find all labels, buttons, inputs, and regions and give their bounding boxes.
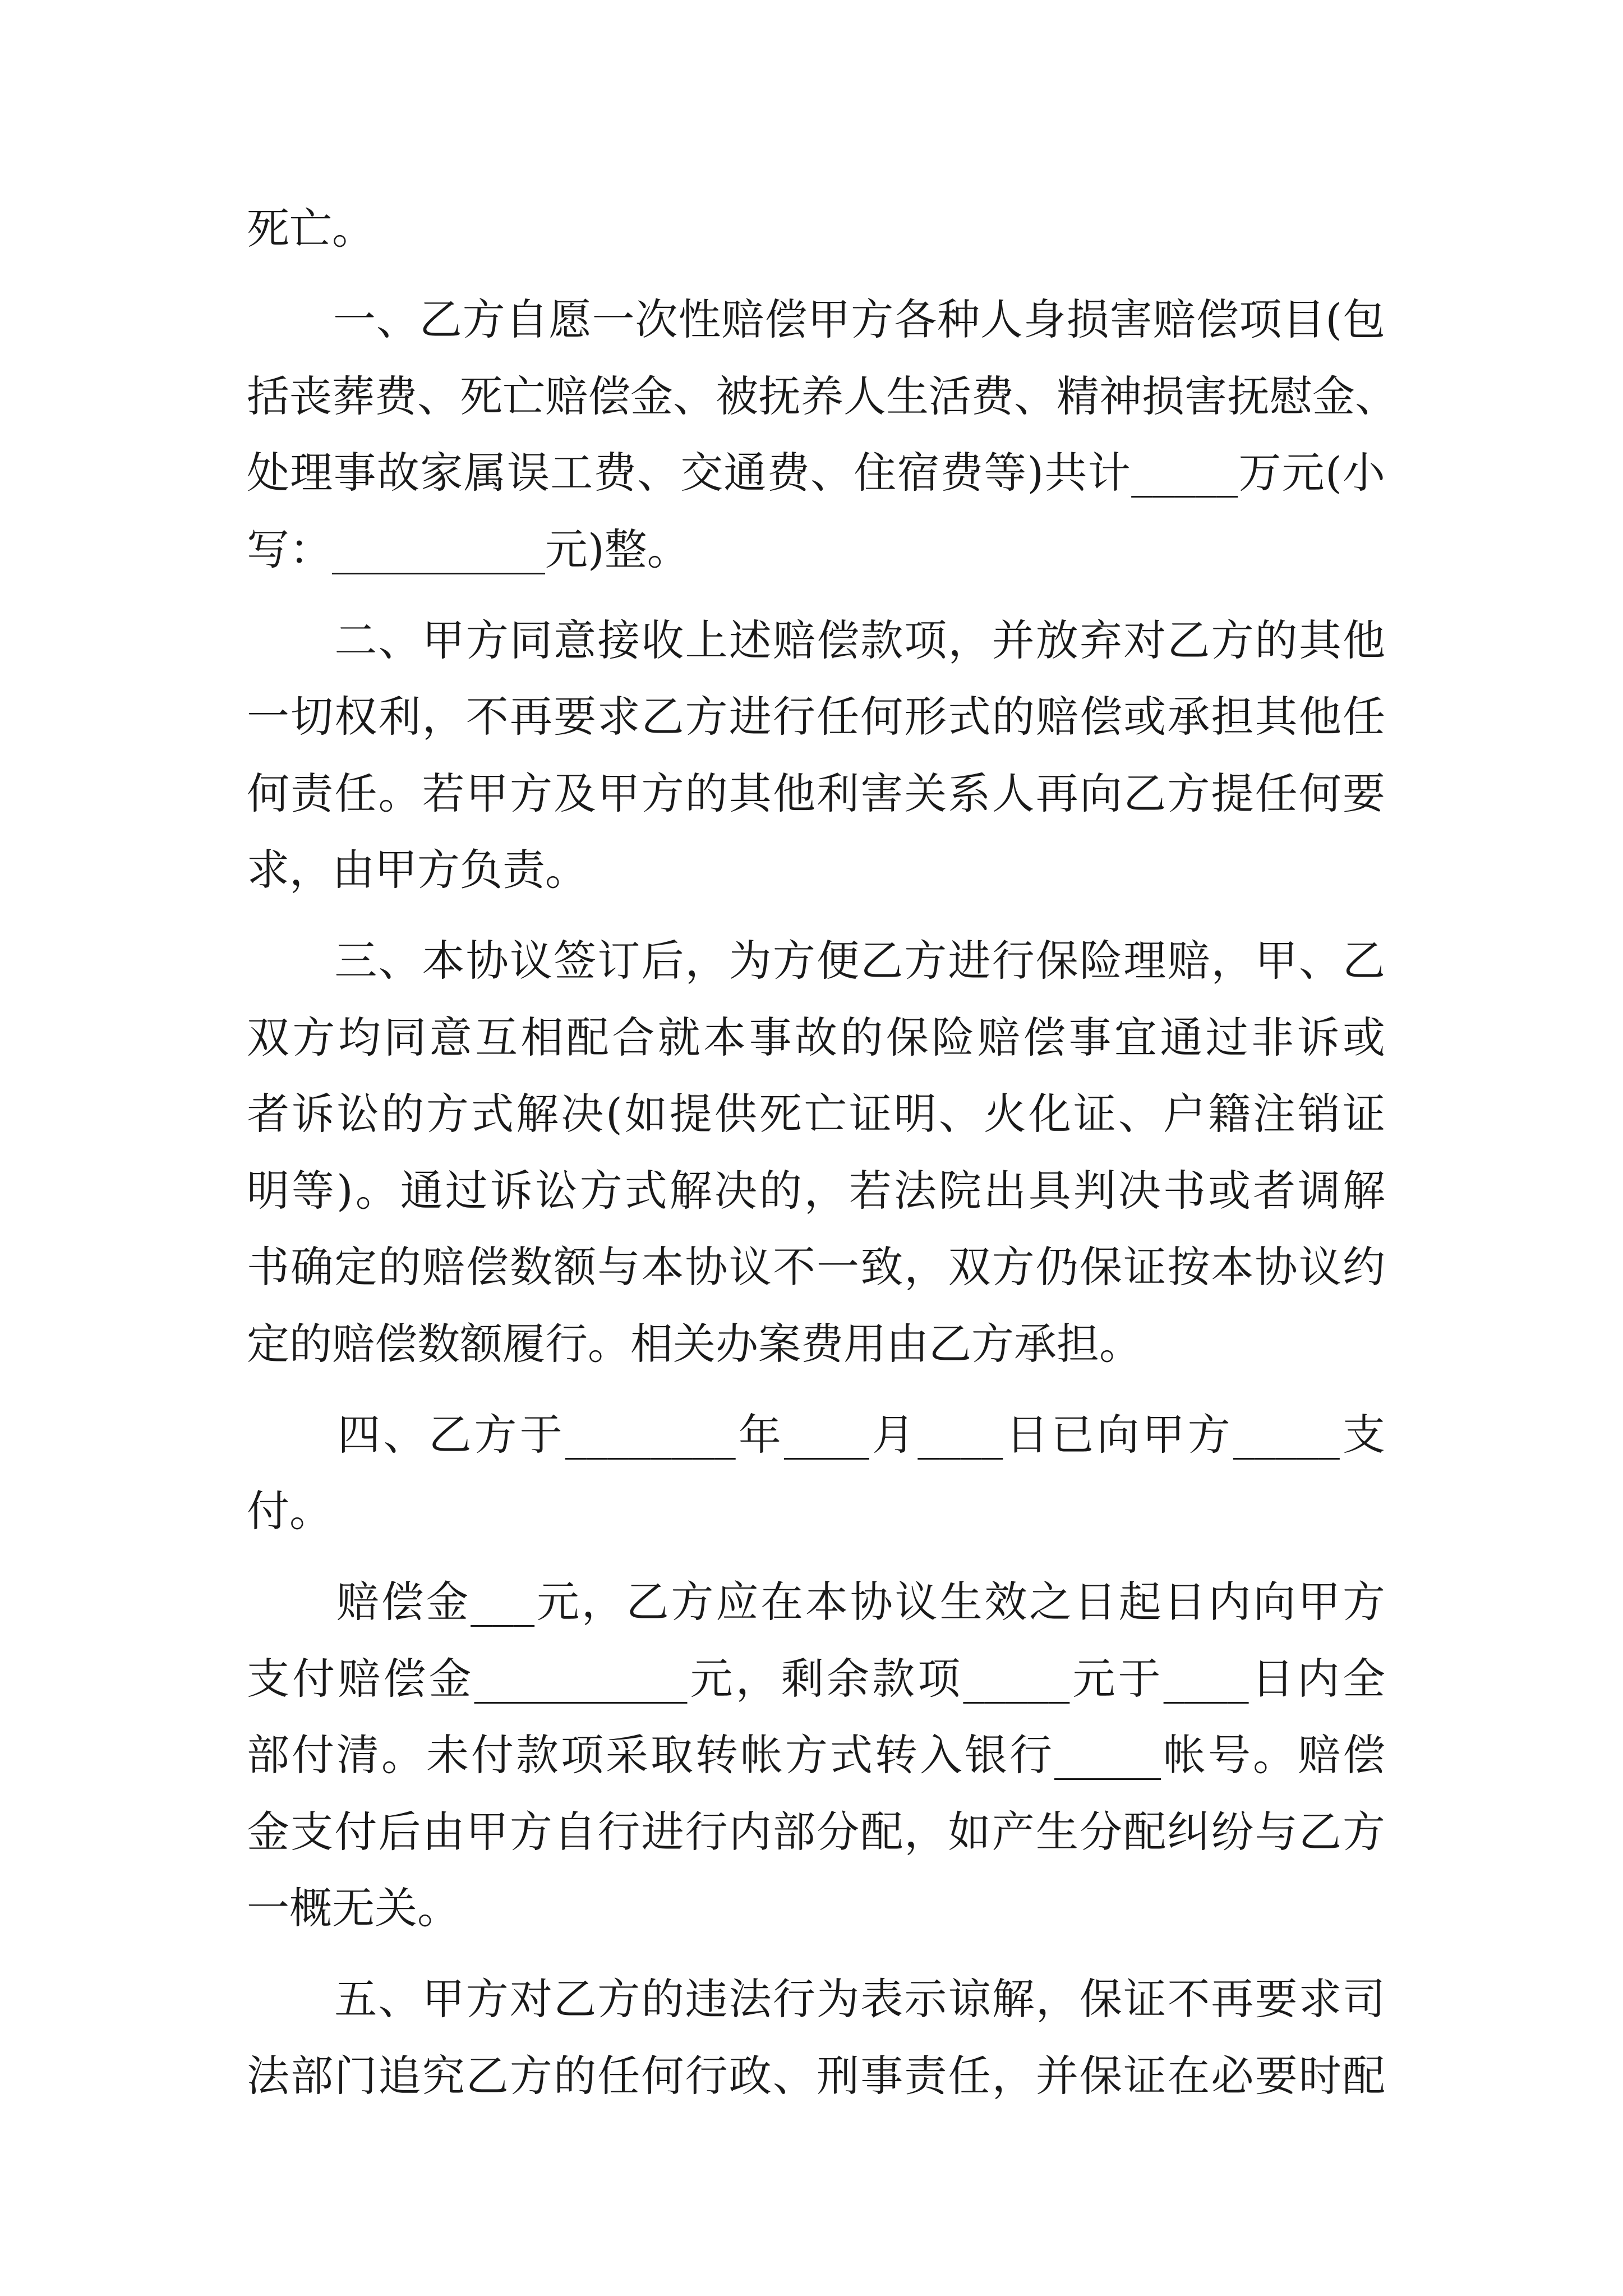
text-line: 一、乙方自愿一次性赔偿甲方各种人身损害赔偿项目(包 bbox=[247, 295, 1385, 344]
text-line: 支付赔偿金__________元，剩余款项_____元于____日内全 bbox=[247, 1653, 1385, 1704]
text-line: 一概无关。 bbox=[247, 1883, 460, 1933]
document-page bbox=[247, 191, 1398, 2114]
text-line: 死亡。 bbox=[247, 204, 375, 254]
text-line: 四、乙方于________年____月____日已向甲方_____支 bbox=[247, 1409, 1385, 1460]
paragraph-spacer bbox=[247, 909, 1385, 923]
text-line: 赔偿金___元，乙方应在本协议生效之日起日内向甲方 bbox=[247, 1577, 1385, 1627]
paragraph-spacer bbox=[247, 1947, 1385, 1962]
text-line: 付。 bbox=[247, 1486, 332, 1536]
text-line: 书确定的赔偿数额与本协议不一致，双方仍保证按本协议约 bbox=[247, 1242, 1385, 1292]
text-line: 定的赔偿数额履行。相关办案费用由乙方承担。 bbox=[247, 1318, 1142, 1369]
text-line: 一切权利，不再要求乙方进行任何形式的赔偿或承担其他任 bbox=[247, 692, 1385, 742]
text-line: 求，由甲方负责。 bbox=[247, 845, 588, 895]
paragraph-spacer bbox=[247, 588, 1385, 602]
text-line: 三、本协议签订后，为方便乙方进行保险理赔，甲、乙 bbox=[247, 936, 1385, 986]
paragraph-spacer bbox=[247, 1382, 1385, 1397]
text-line: 明等)。通过诉讼方式解决的，若法院出具判决书或者调解 bbox=[247, 1165, 1385, 1216]
text-line: 括丧葬费、死亡赔偿金、被抚养人生活费、精神损害抚慰金、 bbox=[247, 371, 1398, 421]
text-line: 五、甲方对乙方的违法行为表示谅解，保证不再要求司 bbox=[247, 1974, 1385, 2024]
paragraph-spacer bbox=[247, 1550, 1385, 1565]
text-line: 部付清。未付款项采取转帐方式转入银行_____帐号。赔偿 bbox=[247, 1730, 1385, 1780]
text-line: 二、甲方同意接收上述赔偿款项，并放弃对乙方的其他 bbox=[247, 615, 1385, 665]
text-line: 金支付后由甲方自行进行内部分配，如产生分配纠纷与乙方 bbox=[247, 1806, 1385, 1857]
text-line: 处理事故家属误工费、交通费、住宿费等)共计_____万元(小 bbox=[247, 448, 1385, 498]
text-line: 写：__________元)整。 bbox=[247, 524, 690, 574]
text-line: 双方均同意互相配合就本事故的保险赔偿事宜通过非诉或 bbox=[247, 1012, 1385, 1062]
text-line: 者诉讼的方式解决(如提供死亡证明、火化证、户籍注销证 bbox=[247, 1089, 1385, 1139]
text-line: 法部门追究乙方的任何行政、刑事责任，并保证在必要时配 bbox=[247, 2050, 1385, 2101]
text-line: 何责任。若甲方及甲方的其他利害关系人再向乙方提任何要 bbox=[247, 768, 1385, 818]
